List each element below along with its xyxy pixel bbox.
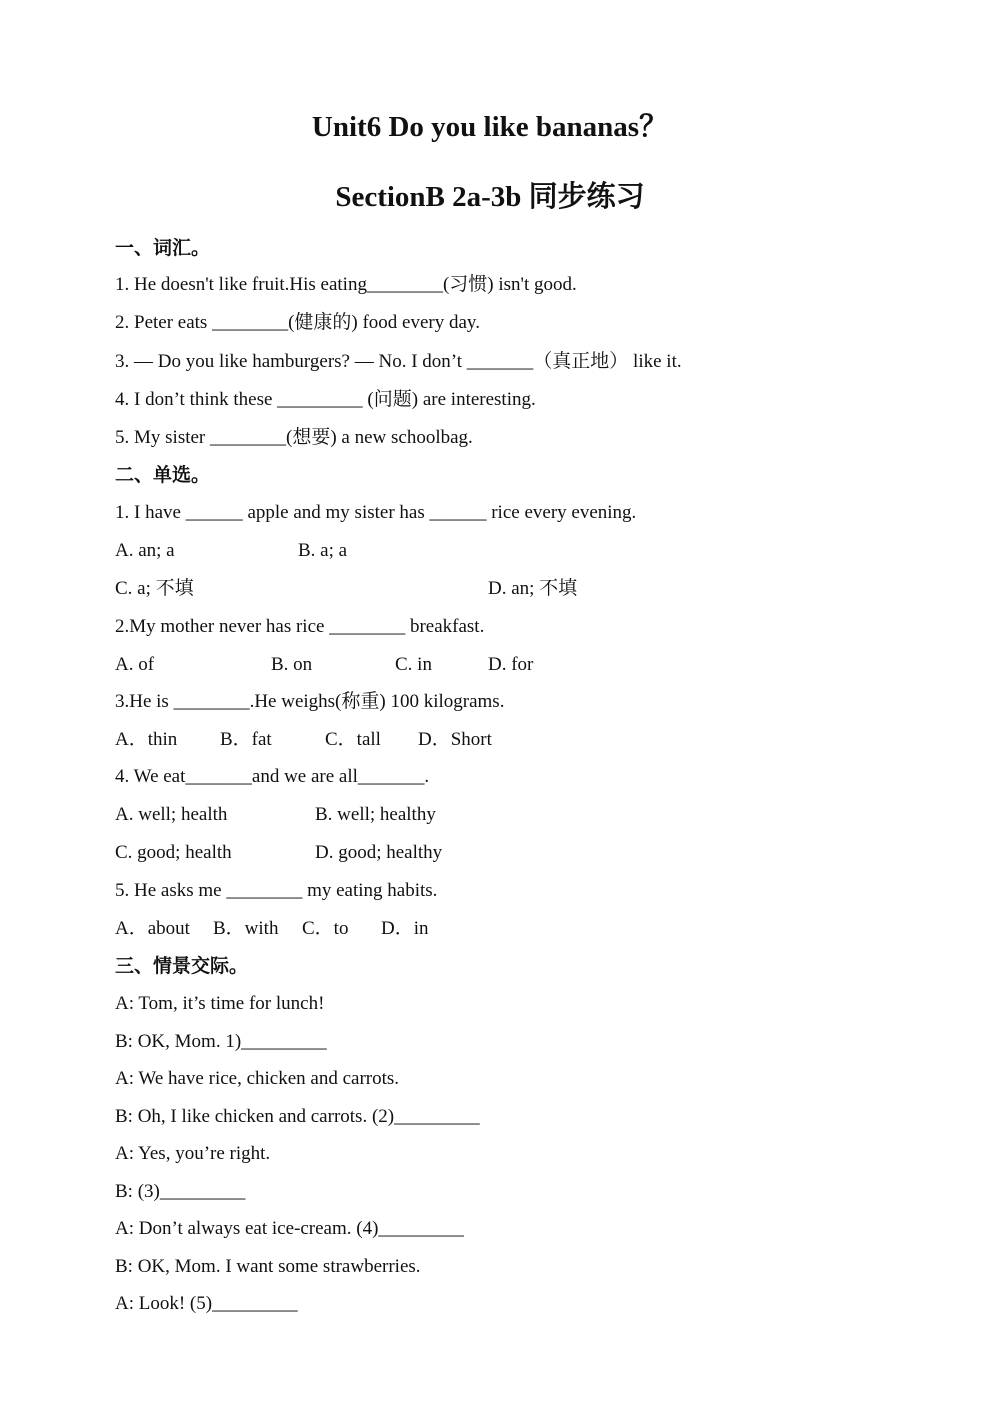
q1-option-b: B. a; a [298, 540, 348, 561]
q5-option-a: A．about [115, 918, 190, 939]
q4-option-b: B. well; healthy [315, 804, 436, 825]
dialog-line-2: B: OK, Mom. 1)_________ [115, 1031, 327, 1052]
vocab-item-5: 5. My sister ________(想要) a new schoolbag. [115, 427, 473, 448]
q5-option-c: C．to [302, 918, 349, 939]
q1-option-a: A. an; a [115, 540, 175, 561]
title-sub: SectionB 2a-3b 同步练习 [335, 181, 645, 213]
q1-option-c: C. a; 不填 [115, 578, 194, 599]
q3-option-c: C．tall [325, 729, 381, 750]
question-1-stem: 1. I have ______ apple and my sister has ______ rice every evening. [115, 502, 637, 523]
q4-option-d: D. good; healthy [315, 842, 443, 863]
section-vocab-heading: 一、词汇。 [115, 238, 211, 259]
dialog-line-9: A: Look! (5)_________ [115, 1293, 298, 1314]
dialog-line-3: A: We have rice, chicken and carrots. [115, 1068, 400, 1089]
dialog-line-8: B: OK, Mom. I want some strawberries. [115, 1256, 421, 1277]
title-main: Unit6 Do you like bananas？ [311, 111, 669, 143]
question-2-stem: 2.My mother never has rice ________ breakfast. [115, 616, 485, 637]
dialog-line-5: A: Yes, you’re right. [115, 1143, 271, 1164]
q2-option-d: D. for [488, 654, 534, 675]
dialog-line-1: A: Tom, it’s time for lunch! [115, 993, 325, 1014]
dialog-line-7: A: Don’t always eat ice-cream. (4)_________ [115, 1218, 464, 1239]
vocab-item-1: 1. He doesn't like fruit.His eating________(习惯) isn't good. [115, 274, 577, 295]
q5-option-d: D．in [381, 918, 429, 939]
q4-option-c: C. good; health [115, 842, 232, 863]
dialog-line-4: B: Oh, I like chicken and carrots. (2)_________ [115, 1106, 480, 1127]
section-dialog-heading: 三、情景交际。 [115, 956, 249, 977]
question-4-stem: 4. We eat_______and we are all_______. [115, 766, 430, 787]
q2-option-c: C. in [395, 654, 432, 675]
vocab-item-3: 3. — Do you like hamburgers? — No. I don’t _______（真正地） like it. [115, 351, 682, 372]
q3-option-a: A．thin [115, 729, 178, 750]
q3-option-b: B．fat [220, 729, 272, 750]
q4-option-a: A. well; health [115, 804, 228, 825]
q2-option-b: B. on [271, 654, 313, 675]
q5-option-b: B．with [213, 918, 279, 939]
q1-option-d: D. an; 不填 [488, 578, 578, 599]
question-3-stem: 3.He is ________.He weighs(称重) 100 kilograms. [115, 691, 505, 712]
question-5-stem: 5. He asks me ________ my eating habits. [115, 880, 438, 901]
vocab-item-2: 2. Peter eats ________(健康的) food every day. [115, 312, 480, 333]
section-choice-heading: 二、单选。 [115, 465, 211, 486]
dialog-line-6: B: (3)_________ [115, 1181, 246, 1202]
q2-option-a: A. of [115, 654, 155, 675]
q3-option-d: D．Short [418, 729, 492, 750]
vocab-item-4: 4. I don’t think these _________ (问题) are interesting. [115, 389, 536, 410]
